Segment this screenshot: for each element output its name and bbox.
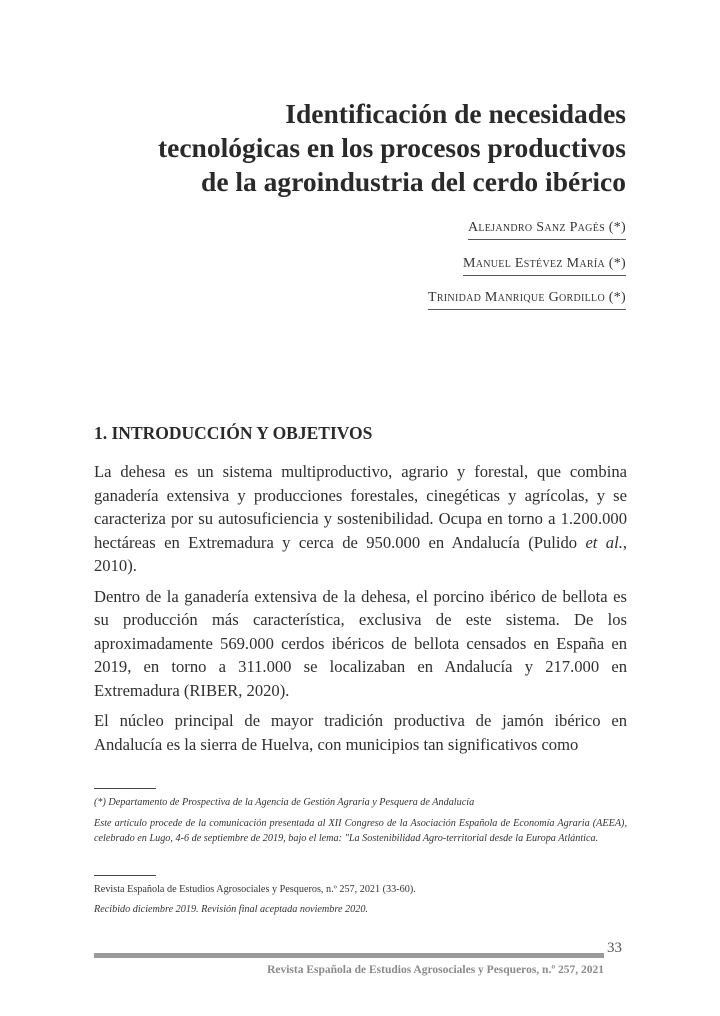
author-name: Trinidad Manrique Gordillo (*) [428, 290, 626, 310]
paragraph-text: , 2010). [94, 532, 627, 575]
paragraph: El núcleo principal de mayor tradición productiva de jamón ibérico en Andalucía es la sierra de Huelva, con municipios tan significativos como [94, 711, 627, 754]
footer-bar [94, 953, 604, 958]
footnote-rule [94, 788, 156, 789]
footnote-received: Recibido diciembre 2019. Revisión final aceptada noviembre 2020. [94, 904, 368, 915]
paragraph-italic: et al. [585, 532, 623, 552]
article-title [66, 97, 626, 199]
paragraph: Dentro de la ganadería extensiva de la dehesa, el porcino ibérico de bellota es su producción más característica, exclusiva de este sistema. De los aproximadamente 569.000 cerdos ibéricos de bellota censados en España en 2019, en torno a 311.000 se localizaban en Andalucía y 217.000 en Extremadura (RIBER, 2020). [94, 586, 627, 700]
footnote-affiliation: (*) Departamento de Prospectiva de la Agencia de Gestión Agraria y Pesquera de Andalucía [94, 797, 475, 808]
section-heading: 1. INTRODUCCIÓN Y OBJETIVOS [94, 423, 373, 443]
footnote-rule [94, 875, 156, 876]
paragraph-text: La dehesa es un sistema multiproductivo, agrario y forestal, que combina ganadería extensiva y producciones forestales, cinegéticas y agrícolas, y se caracteriza por su autosuficiencia y sostenibilidad. Ocupa en torno a 1.200.000 hectáreas en Extremadura y cerca de 950.000 en Andalucía (Pulido [94, 462, 627, 552]
author-list [428, 220, 626, 324]
footnote-citation: Revista Española de Estudios Agrosociales y Pesqueros, n.º 257, 2021 (33-60). [94, 884, 416, 895]
paragraph [94, 460, 627, 578]
title-line: tecnológicas en los procesos productivos [157, 132, 626, 163]
page-number: 33 [607, 940, 622, 956]
title-line: Identificación de necesidades [285, 98, 626, 129]
journal-footer: Revista Española de Estudios Agrosociales y Pesqueros, n.º 257, 2021 [267, 964, 604, 976]
body-text [94, 460, 627, 763]
title-line: de la agroindustria del cerdo ibérico [201, 166, 626, 197]
author-name: Alejandro Sanz Pagés (*) [468, 220, 626, 240]
author-name: Manuel Estévez María (*) [463, 256, 626, 276]
footnote-origin: Este artículo procede de la comunicación presentada al XII Congreso de la Asociación Española de Economía Agraria (AEEA), celebrado en Lugo, 4-6 de septiembre de 2019, bajo el lema: "La Sostenibilidad Agro-territorial desde la Europa Atlántica. [94, 818, 627, 844]
